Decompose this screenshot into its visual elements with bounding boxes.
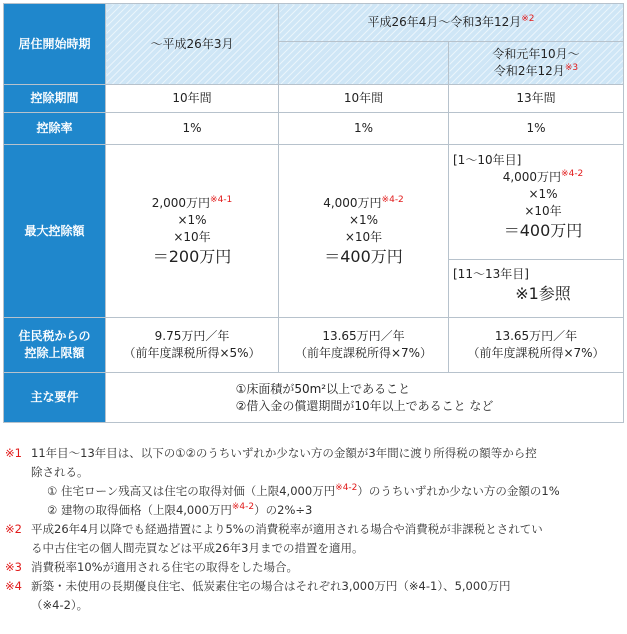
footnote-1-item-1: ① 住宅ローン残高又は住宅の取得対価（上限4,000万円$^{※4-2}$）のうちいずれか少ない方の金額の1% bbox=[47, 483, 560, 498]
max-deduction-c-years-11-13: [11〜13年目] ※1参照 bbox=[449, 260, 624, 318]
note-mark: ※3 bbox=[564, 63, 579, 73]
resident-tax-a: 9.75万円／年 （前年度課税所得×5%） bbox=[106, 318, 279, 373]
max-deduction-a: 2,000万円$^{※4-1}$ ×1% ×10年 ＝200万円 bbox=[106, 145, 279, 318]
deduction-period-a: 10年間 bbox=[106, 85, 279, 113]
note-mark: ※4-2 bbox=[231, 502, 255, 513]
resident-tax-b: 13.65万円／年 （前年度課税所得×7%） bbox=[279, 318, 449, 373]
note-mark: ※2 bbox=[521, 14, 535, 24]
header-residence-start: 居住開始時期 bbox=[4, 4, 106, 85]
tax-deduction-table bbox=[3, 3, 624, 423]
max-deduction-b: 4,000万円$^{※4-2}$ ×1% ×10年 ＝400万円 bbox=[279, 145, 449, 318]
note-mark: ※4-1 bbox=[210, 195, 233, 205]
header-period-a: 〜平成26年3月 bbox=[106, 4, 279, 85]
footnote-1: ※1 11年目〜13年目は、以下の①②のうちいずれか少ない方の金額が3年間に渡り所得税の額等から控 除される。 bbox=[5, 446, 537, 479]
header-period-c: 令和元年10月〜 令和2年12月$^{※3}$ bbox=[449, 42, 624, 85]
footnote-mark: ※4 bbox=[5, 579, 22, 593]
footnote-3: ※3 消費税率10%が適用される住宅の取得をした場合。 bbox=[5, 558, 621, 577]
note-mark: ※4-2 bbox=[561, 169, 584, 179]
note-mark: ※4-2 bbox=[335, 483, 358, 494]
header-period-b: 平成26年4月〜令和3年12月$^{※2}$ bbox=[279, 4, 624, 42]
footnote-mark: ※1 bbox=[5, 446, 22, 460]
row-label-deduction-period: 控除期間 bbox=[4, 85, 106, 113]
footnote-mark: ※2 bbox=[5, 522, 22, 536]
resident-tax-c: 13.65万円／年 （前年度課税所得×7%） bbox=[449, 318, 624, 373]
deduction-rate-a: 1% bbox=[106, 113, 279, 145]
row-label-resident-tax: 住民税からの 控除上限額 bbox=[4, 318, 106, 373]
footnotes bbox=[5, 444, 621, 615]
header-period-b-spacer bbox=[279, 42, 449, 85]
deduction-period-b: 10年間 bbox=[279, 85, 449, 113]
deduction-rate-c: 1% bbox=[449, 113, 624, 145]
row-label-requirements: 主な要件 bbox=[4, 373, 106, 423]
requirements-content: ①床面積が50m²以上であること ②借入金の償還期間が10年以上であること など bbox=[106, 373, 624, 423]
footnote-2: ※2 平成26年4月以降でも経過措置により5%の消費税率が適用される場合や消費税が非課税とされてい る中古住宅の個人間売買などは平成26年3月までの措置を適用。 bbox=[5, 522, 543, 555]
deduction-period-c: 13年間 bbox=[449, 85, 624, 113]
footnote-1-item-2: ② 建物の取得価格（上限4,000万円$^{※4-2}$）の2%÷3 bbox=[47, 502, 313, 517]
footnote-mark: ※3 bbox=[5, 560, 22, 574]
row-label-deduction-rate: 控除率 bbox=[4, 113, 106, 145]
note-mark: ※4-2 bbox=[381, 195, 404, 205]
row-label-max-deduction: 最大控除額 bbox=[4, 145, 106, 318]
footnote-4: ※4 新築・未使用の長期優良住宅、低炭素住宅の場合はそれぞれ3,000万円（※4-1）、5,000万円 （※4-2）。 bbox=[5, 579, 511, 612]
deduction-rate-b: 1% bbox=[279, 113, 449, 145]
max-deduction-c-years-1-10: [1〜10年目] 4,000万円$^{※4-2}$ ×1% ×10年 ＝400万円 bbox=[449, 145, 624, 260]
